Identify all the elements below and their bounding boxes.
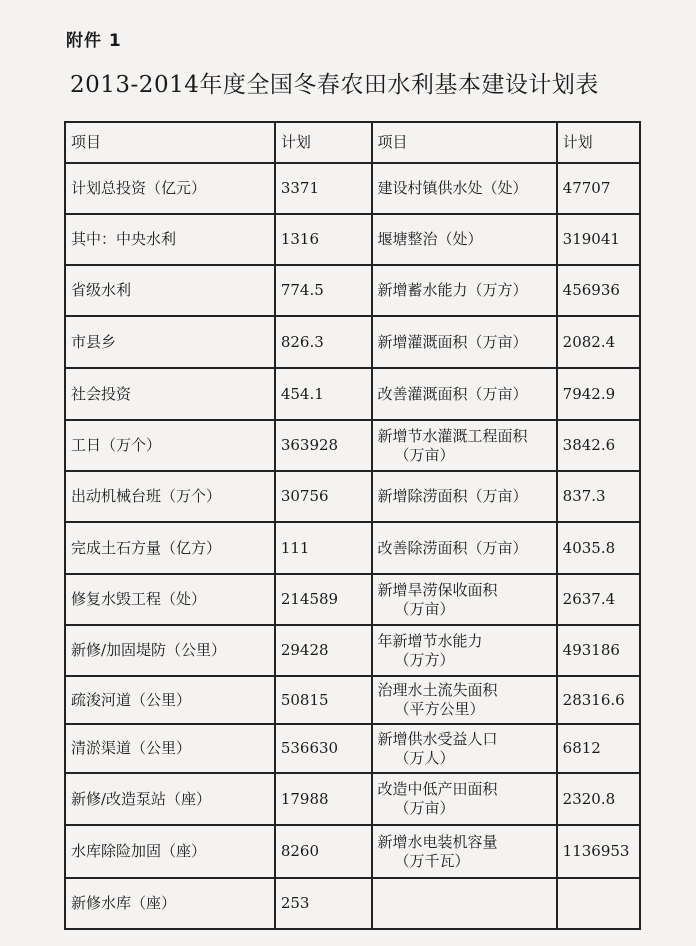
right-item-cell <box>372 471 557 522</box>
left-item-cell: 水库除险加固（座） <box>65 825 275 878</box>
right-item-cell <box>372 625 557 676</box>
right-item-unit-line: （万亩） <box>394 599 455 618</box>
left-item-cell: 其中：中央水利 <box>65 214 275 265</box>
right-item-cell <box>372 522 557 574</box>
left-plan-cell: 29428 <box>275 625 372 676</box>
right-item-cell <box>372 676 557 724</box>
right-item-cell <box>372 878 557 929</box>
right-item-line: 堰塘整治（处） <box>377 230 483 248</box>
right-plan-cell <box>557 878 640 929</box>
left-plan-cell: 1316 <box>275 214 372 265</box>
right-item-line: 新增除涝面积（万亩） <box>377 487 528 505</box>
table-row <box>65 471 640 522</box>
right-item-cell <box>372 265 557 316</box>
table-row <box>65 368 640 420</box>
table-row <box>65 825 640 878</box>
left-plan-cell: 774.5 <box>275 265 372 316</box>
right-item-cell <box>372 214 557 265</box>
right-plan-cell: 1136953 <box>557 825 640 878</box>
right-plan-cell: 493186 <box>557 625 640 676</box>
table-row <box>65 676 640 724</box>
left-item-cell: 新修/加固堤防（公里） <box>65 625 275 676</box>
right-item-unit-line: （万千瓦） <box>394 851 470 870</box>
left-plan-cell: 17988 <box>275 773 372 825</box>
right-item-line: 新增水电装机容量 <box>377 832 498 851</box>
attachment-label: 附件 1 <box>66 31 122 51</box>
right-item-line: 治理水土流失面积 <box>377 681 498 699</box>
left-plan-cell: 3371 <box>275 163 372 214</box>
table-header-row <box>65 122 640 163</box>
left-item-cell: 社会投资 <box>65 368 275 420</box>
right-item-unit-line: （万人） <box>394 748 455 767</box>
right-item-cell <box>372 420 557 471</box>
left-plan-cell: 454.1 <box>275 368 372 420</box>
left-item-cell: 新修/改造泵站（座） <box>65 773 275 825</box>
right-plan-cell: 2082.4 <box>557 316 640 368</box>
left-item-cell: 出动机械台班（万个） <box>65 471 275 522</box>
right-plan-cell: 47707 <box>557 163 640 214</box>
table-row <box>65 625 640 676</box>
right-plan-cell: 6812 <box>557 724 640 773</box>
right-plan-cell: 28316.6 <box>557 676 640 724</box>
plan-table-body <box>65 122 640 929</box>
right-plan-cell: 456936 <box>557 265 640 316</box>
table-row <box>65 265 640 316</box>
right-item-cell <box>372 825 557 878</box>
right-item-line: 新增旱涝保收面积 <box>377 580 498 599</box>
right-item-line: 新增蓄水能力（万方） <box>377 281 528 299</box>
right-plan-cell: 3842.6 <box>557 420 640 471</box>
right-item-unit-line: （万方） <box>394 650 455 669</box>
right-item-cell <box>372 368 557 420</box>
right-item-line: 改善除涝面积（万亩） <box>377 538 528 557</box>
left-item-cell: 市县乡 <box>65 316 275 368</box>
header-plan-right: 计划 <box>557 122 640 163</box>
table-row <box>65 724 640 773</box>
right-item-line: 改造中低产田面积 <box>377 780 498 798</box>
header-item-left: 项目 <box>65 122 275 163</box>
table-row <box>65 420 640 471</box>
table-row <box>65 316 640 368</box>
left-plan-cell: 826.3 <box>275 316 372 368</box>
right-item-line: 年新增节水能力 <box>377 631 483 650</box>
left-item-cell: 省级水利 <box>65 265 275 316</box>
table-row <box>65 773 640 825</box>
left-item-cell: 修复水毁工程（处） <box>65 574 275 625</box>
right-item-cell <box>372 773 557 825</box>
left-plan-cell: 253 <box>275 878 372 929</box>
right-plan-cell: 4035.8 <box>557 522 640 574</box>
right-item-cell <box>372 163 557 214</box>
left-plan-cell: 30756 <box>275 471 372 522</box>
left-plan-cell: 50815 <box>275 676 372 724</box>
table-row <box>65 163 640 214</box>
left-item-cell: 疏浚河道（公里） <box>65 676 275 724</box>
right-item-line: 新增灌溉面积（万亩） <box>377 332 528 351</box>
left-item-cell: 清淤渠道（公里） <box>65 724 275 773</box>
right-item-line: 建设村镇供水处（处） <box>377 179 528 197</box>
right-plan-cell: 319041 <box>557 214 640 265</box>
right-item-cell <box>372 574 557 625</box>
right-item-line: 改善灌溉面积（万亩） <box>377 384 528 403</box>
header-plan-left: 计划 <box>275 122 372 163</box>
right-plan-cell: 2320.8 <box>557 773 640 825</box>
left-plan-cell: 363928 <box>275 420 372 471</box>
right-plan-cell: 837.3 <box>557 471 640 522</box>
right-item-line: 新增供水受益人口 <box>377 729 498 748</box>
right-item-unit-line: （万亩） <box>394 799 455 817</box>
left-item-cell: 新修水库（座） <box>65 878 275 929</box>
right-item-line: 新增节水灌溉工程面积 <box>377 426 528 445</box>
table-row <box>65 522 640 574</box>
right-item-cell <box>372 316 557 368</box>
right-plan-cell: 2637.4 <box>557 574 640 625</box>
left-item-cell: 完成土石方量（亿方） <box>65 522 275 574</box>
right-plan-cell: 7942.9 <box>557 368 640 420</box>
table-row <box>65 214 640 265</box>
left-plan-cell: 214589 <box>275 574 372 625</box>
right-item-unit-line: （平方公里） <box>394 700 485 718</box>
left-plan-cell: 111 <box>275 522 372 574</box>
table-row <box>65 878 640 929</box>
right-item-unit-line: （万亩） <box>394 445 455 464</box>
left-plan-cell: 536630 <box>275 724 372 773</box>
right-item-cell <box>372 724 557 773</box>
plan-table <box>64 121 641 930</box>
table-row <box>65 574 640 625</box>
left-plan-cell: 8260 <box>275 825 372 878</box>
left-item-cell: 计划总投资（亿元） <box>65 163 275 214</box>
header-item-right: 项目 <box>372 122 557 163</box>
document-title: 2013-2014年度全国冬春农田水利基本建设计划表 <box>70 72 599 98</box>
left-item-cell: 工日（万个） <box>65 420 275 471</box>
